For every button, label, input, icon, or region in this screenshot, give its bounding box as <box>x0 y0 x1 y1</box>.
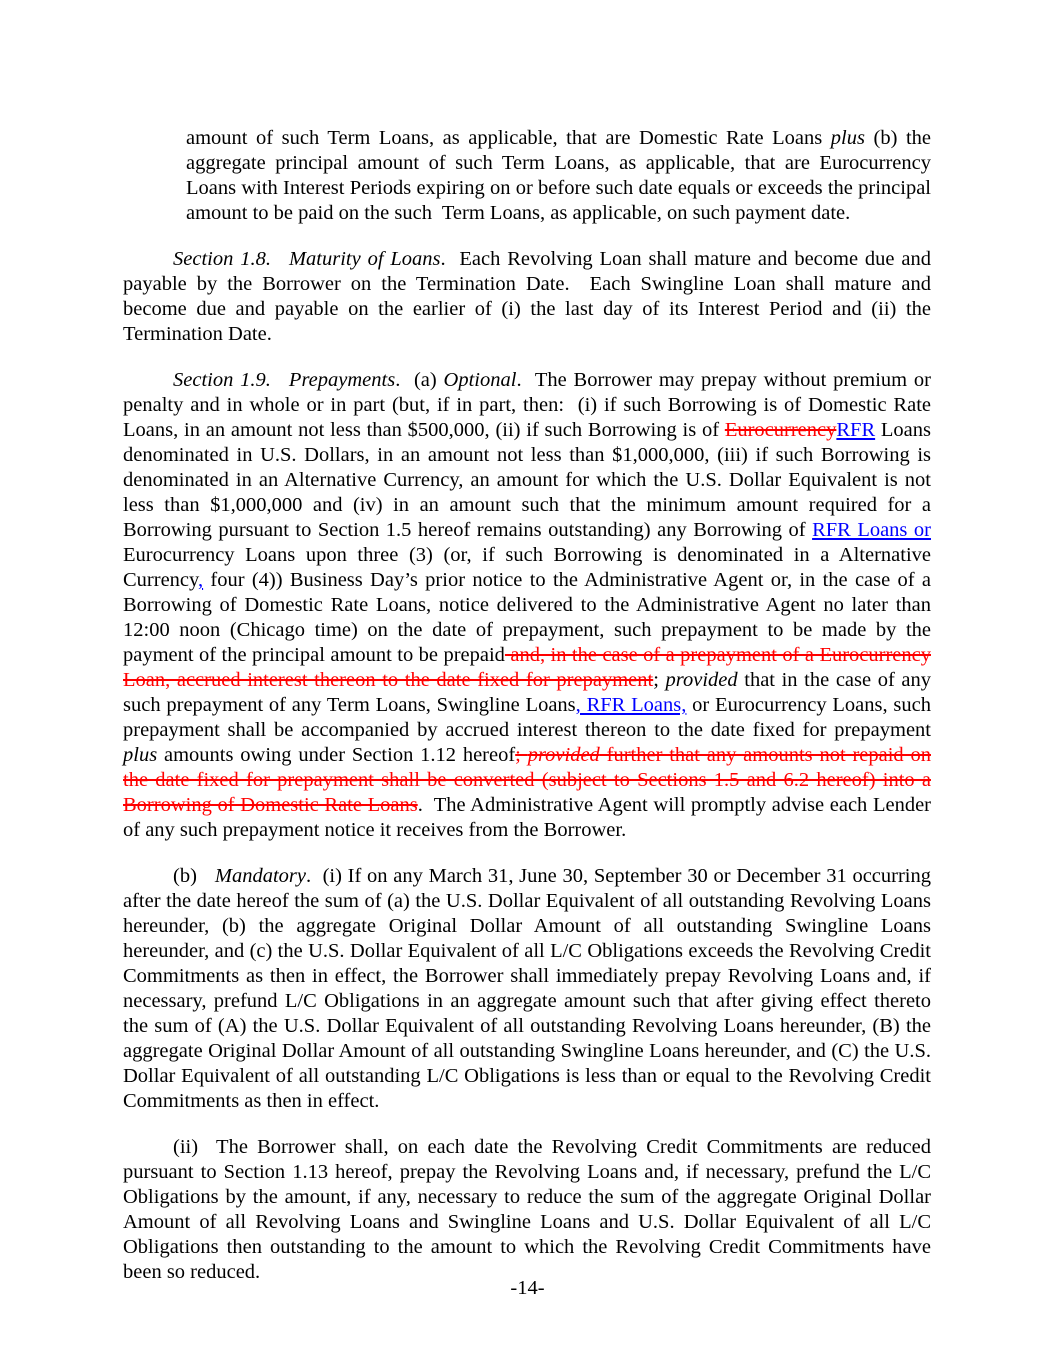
text-run: ; <box>653 669 666 691</box>
text-run: Section 1.8. <box>173 248 271 270</box>
text-run: amounts owing under Section 1.12 hereof <box>157 744 516 766</box>
text-run: Eurocurrency Loans upon three (3) (or, if such Borrowing is denominated in a Alternative Currency <box>123 544 931 591</box>
text-run: The Borrower shall, on each date the Revolving Credit Commitments are reduced pursuant to Section 1.13 hereof, prepay the Revolving Loans and, if necessary, prefund the L/C Obligations by the amount, if any, necessary to reduce the sum of the aggregate Original Dollar Amount of all Revolving Loans and Swingline Loans and U.S. Dollar Equivalent of all L/C Obligations then outstanding to the amount to which the Revolving Credit Commitments have been so reduced. <box>123 1136 931 1283</box>
deleted-text: further that any amounts not repaid on the date fixed for prepayment shall be converted (subject to Sections 1.5 and 6.2 hereof) into a Borrowing of Domestic Rate Loans <box>123 744 931 816</box>
text-run: . The Borrower may prepay without premium or penalty and in whole or in part (but, if in part, then: (i) if such Borrowing is of Domestic Rate Loans, in an amount not less than $500,000, (ii) if such Borrowing is of <box>123 369 931 441</box>
text-run: . (a) <box>395 369 444 391</box>
paragraph-section-1-9-optional <box>123 368 931 843</box>
document-body <box>123 126 931 1306</box>
text-run: (b) <box>173 865 197 887</box>
text-run: Prepayments <box>288 369 396 391</box>
text-run: Section 1.9. <box>173 369 271 391</box>
deleted-text: and, in the case of a prepayment of a Eurocurrency Loan, accrued interest thereon to the date fixed for prepayment <box>123 644 931 691</box>
deleted-text: provided <box>527 744 600 766</box>
text-run: Mandatory <box>214 865 307 887</box>
text-run: Optional <box>443 369 517 391</box>
text-run: Maturity of Loans <box>288 248 441 270</box>
text-run: plus <box>830 127 865 149</box>
text-run: or Eurocurrency Loans, such prepayment shall be accompanied by accrued interest thereon to the date fixed for prepayment <box>123 694 931 741</box>
inserted-text: RFR <box>836 419 876 441</box>
deleted-text: Eurocurrency <box>724 419 837 441</box>
text-run: plus <box>123 744 158 766</box>
inserted-text: , <box>197 569 204 591</box>
paragraph-mandatory-i <box>123 864 931 1114</box>
paragraph-mandatory-ii <box>123 1135 931 1285</box>
paragraph-continuation-block <box>186 126 931 226</box>
inserted-text: RFR Loans or <box>812 519 931 541</box>
text-run: (ii) <box>173 1136 199 1158</box>
text-run: amount of such Term Loans, as applicable, that are Domestic Rate Loans <box>186 127 831 149</box>
text-run: . Each Revolving Loan shall mature and become due and payable by the Borrower on the Termination Date. Each Swingline Loan shall mature and become due and payable on the earlier of (i) the last day of its Interest Period and (ii) the Termination Date. <box>123 248 931 345</box>
paragraph-section-1-8 <box>123 247 931 347</box>
page-number: -14- <box>510 1277 545 1299</box>
text-run: . The Administrative Agent will promptly advise each Lender of any such prepayment notice it receives from the Borrower. <box>123 794 931 841</box>
inserted-text: , RFR Loans, <box>575 694 687 716</box>
text-run: provided <box>665 669 738 691</box>
deleted-text: ; <box>515 744 528 766</box>
text-run: Loans denominated in U.S. Dollars, in an amount not less than $1,000,000, (iii) if such Borrowing is denominated in an Alternative Currency, an amount for which the U.S. Dollar Equivalent is not less than $1,000,000 and (iv) in an amount such that the minimum amount required for a Borrowing pursuant to Section 1.5 hereof remains outstanding) any Borrowing of <box>123 419 931 541</box>
text-run: four (4)) Business Day’s prior notice to the Administrative Agent or, in the case of a Borrowing of Domestic Rate Loans, notice delivered to the Administrative Agent no later than 12:00 noon (Chicago time) on the date of prepayment, such prepayment to be made by the payment of the principal amount to be prepaid <box>123 569 931 666</box>
text-run: that in the case of any such prepayment of any Term Loans, Swingline Loans <box>123 669 931 716</box>
text-run: (b) the aggregate principal amount of such Term Loans, as applicable, that are Eurocurrency Loans with Interest Periods expiring on or before such date equals or exceeds the principal amount to be paid on the such Term Loans, as applicable, on such payment date. <box>186 127 931 224</box>
text-run: . (i) If on any March 31, June 30, September 30 or December 31 occurring after the date hereof the sum of (a) the U.S. Dollar Equivalent of all outstanding Revolving Loans hereunder, (b) the aggregate Original Dollar Amount of all outstanding Swingline Loans hereunder, and (c) the U.S. Dollar Equivalent of all L/C Obligations exceeds the Revolving Credit Commitments as then in effect, the Borrower shall immediately prepay Revolving Loans and, if necessary, prefund L/C Obligations in an aggregate amount such that after giving effect thereto the sum of (A) the U.S. Dollar Equivalent of all outstanding Revolving Loans hereunder, (B) the aggregate Original Dollar Amount of all outstanding Swingline Loans hereunder, and (C) the U.S. Dollar Equivalent of all outstanding L/C Obligations is less than or equal to the Revolving Credit Commitments as then in effect. <box>123 865 931 1112</box>
